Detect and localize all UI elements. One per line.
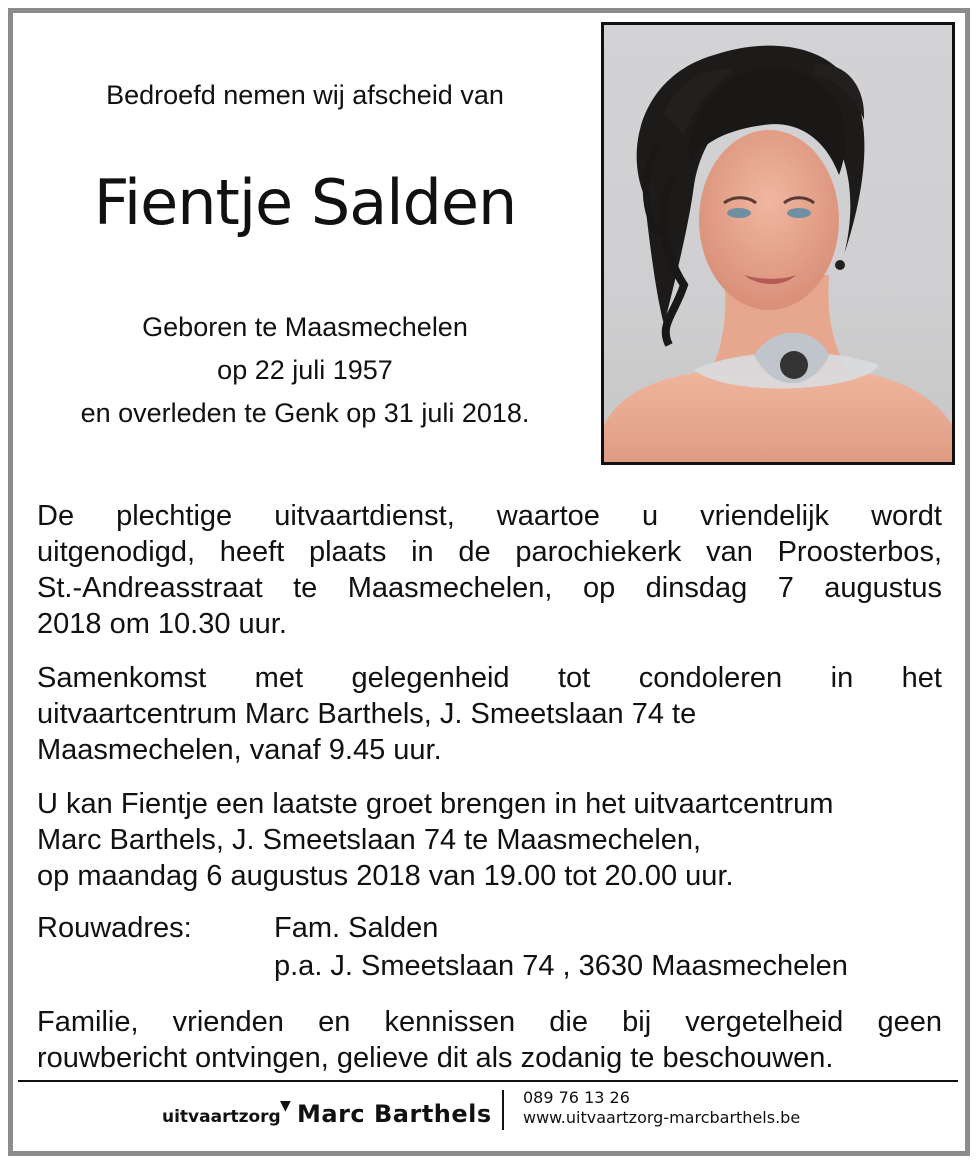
farewell-line: Marc Barthels, J. Smeetslaan 74 te Maasmechelen,: [37, 824, 702, 856]
notice-line: Familie, vrienden en kennissen die bij vergetelheid geen: [37, 1006, 942, 1038]
brand-small-text: uitvaartzorg: [162, 1107, 281, 1127]
triangle-icon: ▼: [280, 1098, 291, 1114]
birth-line: Geboren te Maasmechelen: [142, 312, 468, 342]
notice-line: rouwbericht ontvingen, gelieve dit als zodanig te beschouwen.: [37, 1042, 834, 1074]
service-paragraph: [37, 498, 942, 642]
portrait-illustration: [604, 25, 952, 462]
intro-text: Bedroefd nemen wij afscheid van: [106, 80, 504, 110]
footer-divider: [18, 1080, 958, 1082]
farewell-paragraph: [37, 786, 942, 894]
gathering-paragraph: [37, 660, 942, 768]
farewell-line: op maandag 6 augustus 2018 van 19.00 tot 20.00 uur.: [37, 860, 734, 892]
service-line: St.-Andreasstraat te Maasmechelen, op dinsdag 7 augustus: [37, 572, 942, 604]
address-family: Fam. Salden: [274, 912, 439, 944]
phone-number: 089 76 13 26: [523, 1088, 630, 1107]
gathering-line: Maasmechelen, vanaf 9.45 uur.: [37, 734, 442, 766]
farewell-line: U kan Fientje een laatste groet brengen in het uitvaartcentrum: [37, 788, 834, 820]
service-line: uitgenodigd, heeft plaats in de parochiekerk van Proosterbos,: [37, 536, 942, 568]
death-line: en overleden te Genk op 31 juli 2018.: [80, 398, 530, 428]
deceased-name: Fientje Salden: [93, 166, 517, 239]
gathering-line: Samenkomst met gelegenheid tot condoleren in het: [37, 662, 942, 694]
address-street: p.a. J. Smeetslaan 74 , 3630 Maasmechelen: [274, 950, 848, 982]
gathering-line: uitvaartcentrum Marc Barthels, J. Smeetslaan 74 te: [37, 698, 697, 730]
birth-death-block: [40, 306, 570, 435]
birth-date-line: op 22 juli 1957: [217, 355, 393, 385]
notice-paragraph: [37, 1004, 942, 1076]
service-line: 2018 om 10.30 uur.: [37, 608, 287, 640]
brand-name: Marc Barthels: [297, 1100, 492, 1128]
service-line: De plechtige uitvaartdienst, waartoe u vriendelijk wordt: [37, 500, 942, 532]
footer-separator: [502, 1090, 504, 1130]
address-label: Rouwadres:: [37, 912, 192, 944]
website-link[interactable]: www.uitvaartzorg-marcbarthels.be: [523, 1108, 801, 1127]
portrait-photo: [601, 22, 955, 465]
